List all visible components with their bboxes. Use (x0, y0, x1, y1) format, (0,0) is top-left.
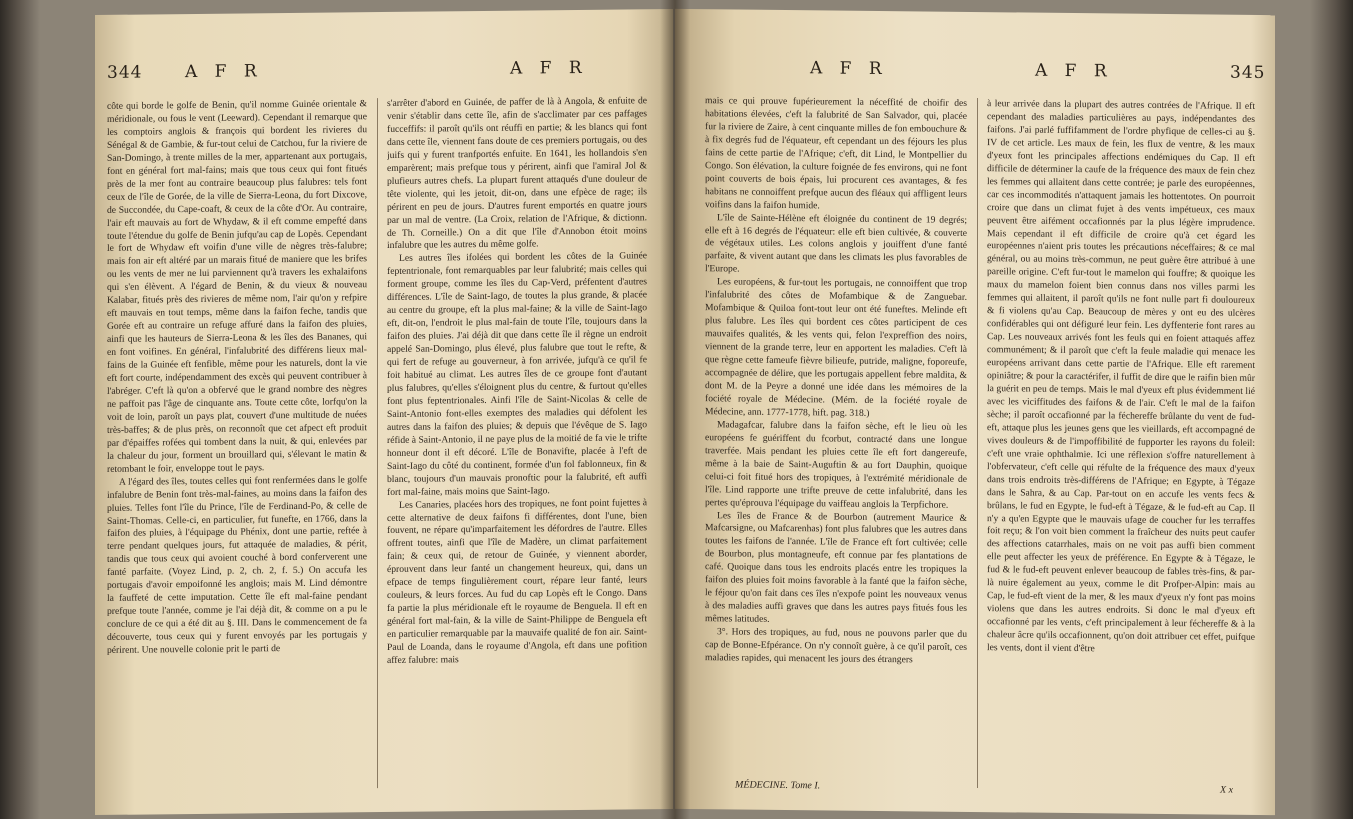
paragraph: Madagafcar, falubre dans la faifon sèche, eft le lieu où les européens fe guériffent du fcorbut, contracté dans une longue traverfée. Mais pendant les pluies cette île eft fort dangereufe, même à la baie de Saint-Auguftin & au fort Dauphin, quoique celui-ci foit fitué hors des tropiques, à l'extrémité méridionale de l'île. Lind rapporte une trifte preuve de cette infalubrité, dans les pertes qu'éprouva l'équipage du vaiffeau anglois la Terpfichore. (705, 419, 967, 511)
right-page (675, 9, 1275, 815)
catchword: X x (1220, 784, 1234, 796)
paragraph: 3°. Hors des tropiques, au fud, nous ne pouvons parler que du cap de Bonne-Efpérance. On n'y connoît guère, à ce qu'il paroît, ces maladies rapides, qui menacent les jours des étrangers (705, 626, 967, 666)
right-running-head-1: A F R (810, 58, 888, 80)
right-running-head-2: A F R (1035, 60, 1113, 82)
right-page-number: 345 (1230, 62, 1266, 84)
right-page-column-2 (987, 98, 1255, 801)
paragraph: côte qui borde le golfe de Benin, qu'il nomme Guinée orientale & méridionale, ou fous le vent (Leeward). Cependant il remarque que les comptoirs anglois & françois qui bordent les rivieres du Sénégal & de Gambie, & fur-tout celui de Catchou, fur la riviere de San-Domingo, à trente milles de la mer, appartenant aux portugais, font en général fort mal-fains; mais que tous ceux qui font fitués près de la mer font au contraire beaucoup plus falubres: tels font ceux de l'île de Gorée, de la ville de Sierra-Leona, du fort Dixcove, de Succondée, du Cape-coaft, & ceux de la côte d'Or. Au contraire, l'air eft mauvais au fort de Whydaw, & il eft comme empefté dans toute l'étendue du golfe de Benin jufqu'au cap de Lopès. Cependant le fort de Whydaw eft voifin d'une ville de nègres très-falubre; mais fon air eft altéré par un marais fitué de maniere que les brifes ou les vents de mer ne lui parviennent qu'à travers les exhalaifons qui s'en élèvent. A l'égard de Benin, & du vieux & nouveau Kalabar, fitués près des rivieres de même nom, l'air qu'on y refpire eft mauvais en tout temps, même dans la faifon feche, tandis que Gorée eft au contraire un refuge affuré dans la faifon des pluies, ainfi que les hauteurs de Sierra-Leona & les îles des Bananes, qui en font voifines. En général, l'infalubrité des différens lieux mal-fains de la Guinée eft fenfible, même pour les naturels, dont la vie eft fort courte, indépendamment des excès qui peuvent contribuer à l'abréger. C'eft là qu'on a obfervé que le grand nombre des nègres ne paffoit pas l'âge de cinquante ans. Toute cette côte, lorfqu'on la voit de loin, paroît un pays plat, couvert d'une multitude de nuées très-baffes; & de plus près, on reconnoît que cet afpect eft produit par d'épaiffes rofées qui tombent dans la nuit, & qui, enlevées par la chaleur du jour, forment un brouillard qui, s'élevant le matin & retombant le foir, enveloppe tout le pays. (107, 98, 367, 475)
left-page-column-2 (387, 95, 647, 798)
left-page-number: 344 (107, 62, 143, 83)
left-page-column-1 (107, 98, 367, 801)
paragraph: à leur arrivée dans la plupart des autres contrées de l'Afrique. Il eft cependant des maladies particulières au pays, indépendantes des faifons. J'ai parlé fuffifamment de l'ordre phyfique de celles-ci au §. IV de cet article. Les maux de fein, les flux de ventre, & les maux d'yeux font les principales affections endémiques du Cap. Il eft difficile de déterminer la caufe de la fréquence des maux de fein chez les femmes qui allaitent dans cette contrée; je parle des européennes, car ces incommodités n'attaquent jamais les hottentotes. On pourroit croire que dans un climat fujet à des vents impétueux, ces maux peuvent être aifément occafionnés par la plus légère imprudence. Mais cependant il eft difficile de croire qu'à cet égard les européennes n'aient pris toutes les précautions néceffaires; & ce mal général, ou au moins très-commun, ne peut guère être attribué à une pareille origine. C'eft fur-tout le mamelon qui fouffre; & quoique les maux du mamelon foient bien connus dans nos villes parmi les femmes qui allaitent, il paroît qu'ils ne font nulle part fi douloureux & fi violens qu'au Cap. Beaucoup de mères y ont eu des ulcères confidérables qui ont défiguré leur fein. Les dyffenterie font rares au Cap. Les nouveaux arrivés font les feuls qui en foient attaqués affez communément; & il paroît que c'eft la feule maladie qui menace les européens arrivant dans cette partie de l'Afrique. Elle eft rarement opiniâtre; & pour la caractérifer, il fuffit de dire que le raifin bien mûr la guérit en peu de temps. Mais le mal d'yeux eft plus évidemment lié avec les viciffitudes des faifons & de l'air. C'eft le mal de la faifon sèche; il paroît occafionné par la féchereffe brûlante du vent de fud-eft, attaque plus les jeunes gens que les vieillards, eft accompagné de vives douleurs & de l'impoffibilité de fupporter les rayons du foleil: c'eft une vraie ophthalmie. Ici une réflexion s'offre naturellement à l'obfervateur, c'eft celle qui réfulte de la fréquence des maux d'yeux dans trois endroits très-différens de l'Afrique; en Egypte, à Tégaze dans le Sahra, & au Cap. Par-tout on en accufe les vents fecs & brûlans, le fud en Egypte, le fud-eft à Tégaze, & le fud-eft au Cap. Il n'y a qu'en Egypte que le mauvais ufage de coucher fur les terraffes foit reçu; & l'on voit bien comment la fraîcheur des nuits peut caufer des affections catarrhales, mais on ne voit pas auffi bien comment elle peut affecter les yeux de préférence. En Egypte & à Tégaze, le fud & le fud-eft peuvent enlever beaucoup de fables très-fins, & par-là nuire également au yeux, comme le dit Profper-Alpin: mais au Cap, le fud-eft vient de la mer, & les maux d'yeux n'y font pas moins violens que dans les autres endroits. Si donc le mal d'yeux eft occafionné par les vents, c'eft principalement à leur féchereffe & à la chaleur âcre qu'ils occafionnent, qu'on doit attribuer cet effet, puifque les vents, dont il vient d'être (987, 98, 1255, 655)
left-page-header (95, 57, 673, 93)
column-divider (977, 98, 978, 788)
paragraph: Les européens, & fur-tout les portugais, ne connoiffent que trop l'infalubrité des côtes de Mofambique & de Zanguebar. Mofambique & Quiloa font-tout leur ont été funeftes. Melinde eft plus falubre. Les îles qui bordent ces côtes participent de ces mauvaifes qualités, & les vents qui, felon l'expreffion des noirs, viennent de la grande terre, leur en apportent les maladies. C'eft là que règne cette fameufe fièvre bilieufe, putride, maligne, foporeufe, accompagnée de délire, que les portugais appellent febre maldita, & dont M. de la Peyre a donné une idée dans les mémoires de la fociété royale de Médecine. (Mém. de la fociété royale de Médecine, ann. 1777-1778, hift. pag. 318.) (705, 276, 967, 419)
paragraph: Les autres îles ifolées qui bordent les côtes de la Guinée feptentrionale, font remarquables par leur falubrité; mais celles qui forment groupe, comme les îles du Cap-Verd, préfentent d'autres différences. L'île de Saint-Iago, de toutes la plus grande, & placée au centre du groupe, eft la plus mal-faine; & la ville de Saint-Iago eft, dit-on, l'endroit le plus mal-fain de toute l'île, toujours dans la faifon des pluies. J'ai déjà dit que dans cette île il règne un endroit appelé San-Domingo, plus élevé, plus falubre que tout le refte, & qui fert de refuge au gouverneur, à fon arrivée, jufqu'à ce qu'il fe foit habitué au climat. Les autres îles de ce groupe font d'autant plus falubres, qu'elles s'éloignent plus du centre, & furtout qu'elles font plus feptentrionales. Ainfi l'île de Saint-Nicolas & celle de Saint-Antonio font-elles exemptes des maladies qui défolent les autres dans la faifon des pluies; & depuis que l'évêque de S. Iago réfide à Saint-Antonio, il ne paye plus de la moitié de fa vie le trifte honneur dont il eft décoré. L'île de Bonavifte, placée à l'eft de Saint-Iago du côté du continent, formée d'un fol fablonneux, fin & blanc, toujours d'un mauvais pronoftic pour la falubrité, eft auffi fort mal-faine, mais moins que Saint-Iago. (387, 250, 647, 498)
left-running-head-2: A F R (510, 57, 588, 79)
paragraph: Les îles de France & de Bourbon (autrement Maurice & Mafcarsigne, ou Mafcarenhas) font plus falubres que les autres dans toutes les faifons de l'année. L'île de France eft fort cultivée; celle de Bourbon, plus montagneufe, eft connue par fes plantations de café. Quoique dans tous les endroits placés entre les tropiques la faifon des pluies foit moins favorable à la fanté que la faifon sèche, le féjour qu'on fait dans ces îles n'expofe point les nouveaux venus à des maladies auffi graves que dans les autres pays fitués fous les mêmes latitudes. (705, 509, 967, 625)
left-page (95, 9, 673, 815)
book-gutter (660, 0, 690, 819)
signature-mark: MÉDECINE. Tome I. (735, 779, 821, 792)
left-running-head-1: A F R (185, 61, 263, 83)
paragraph: s'arrêter d'abord en Guinée, de paffer de là à Angola, & enfuite de venir s'établir dans cette île, afin de s'acclimater par ces paffages fucceffifs: il paroît qu'ils ont réuffi en partie; & les blancs qui font dans cette île, viennent fans doute de ces premiers portugais, ou des juifs qui y furent tranfportés enfuite. En 1641, les hollandois s'en emparèrent; mais prefque tous y périrent, ainfi que l'amiral Jol & plufieurs autres chefs. La plupart furent attaqués d'une douleur de tête violente, qui les jetoit, dit-on, dans une efpèce de rage; ils périrent en peu de jours. D'autres furent emportés en quatre jours par un mal de ventre. (La Croix, relation de l'Afrique, & dictionn. de Th. Corneille.) On a dit que l'île d'Annobon étoit moins infalubre que les autres du même golfe. (387, 95, 647, 252)
paragraph: A l'égard des îles, toutes celles qui font renfermées dans le golfe infalubre de Benin font très-mal-faines, au moins dans la faifon des pluies. Telles font l'île du Prince, l'île de Ferdinand-Po, & celle de Saint-Thomas. Celle-ci, en particulier, fut funefte, en 1766, dans la faifon des pluies, à l'équipage du Phénix, dont une partie, reftée à terre pendant quelques jours, fut attaquée de maladies, & périt, tandis que tous ceux qui avoient couché à bord conferverent une fanté parfaite. (Voyez Lind, p. 2, ch. 2, f. 5.) On accufa les portugais d'avoir empoifonné les anglois; mais M. Lind démontre la fauffeté de cette imputation. Cette île eft mal-faine pendant prefque toute l'année, comme je l'ai déjà dit, & comme on a pu le conclure de ce qui a été dit au §. III. Dans le commencement de fa découverte, tous ceux qui y furent envoyés par les portugais y périrent. Une nouvelle colonie prit le parti de (107, 473, 367, 656)
right-page-column-1 (705, 95, 967, 778)
paragraph: L'île de Sainte-Hélène eft éloignée du continent de 19 degrés; elle eft à 16 degrés de l'équateur: elle eft bien cultivée, & couverte de végétaux utiles. Les colons anglois y jouiffent d'une fanté parfaite, & vivent autant que dans les climats les plus favorables de l'Europe. (705, 211, 967, 275)
paragraph: mais ce qui prouve fupérieurement la néceffité de choifir des habitations élevées, c'eft la falubrité de San Salvador, qui, placée fur la riviere de Zaire, à cent cinquante milles de fon embouchure & à fix degrés fud de l'équateur, eft cependant un des féjours les plus fains de cette partie de l'Afrique; c'eft, dit Lind, le Montpellier du Congo. Son élévation, la culture foignée de fes environs, qui ne font point couverts de bois épais, lui procurent ces avantages, & fes habitans ne connoiffent prefque aucun des fléaux qui affligent leurs voifins dans la faifon humide. (705, 95, 967, 212)
column-divider (377, 98, 378, 788)
right-page-header (675, 57, 1275, 93)
paragraph: Les Canaries, placées hors des tropiques, ne font point fujettes à cette alternative de deux faifons fi différentes, dont l'une, bien fouvent, ne répare qu'imparfaitement les défordres de l'autre. Elles offrent toutes, ainfi que l'île de Madère, un climat parfaitement fain; & ceux qui, de retour de Guinée, y viennent aborder, éprouvent dans leur fanté un changement heureux, qui, dans un efpace de temps fingulièrement court, répare leur fanté, leurs couleurs, & leurs forces. Au fud du cap Lopès eft le Congo. Dans fa partie la plus méridionale eft le royaume de Benguela. Il eft en général fort mal-fain, & la ville de Saint-Philippe de Benguela eft en particulier remarquable par la mauvaife qualité de fon air. Saint-Paul de Loanda, dans le royaume d'Angola, eft dans une pofition affez falubre: mais (387, 496, 647, 666)
